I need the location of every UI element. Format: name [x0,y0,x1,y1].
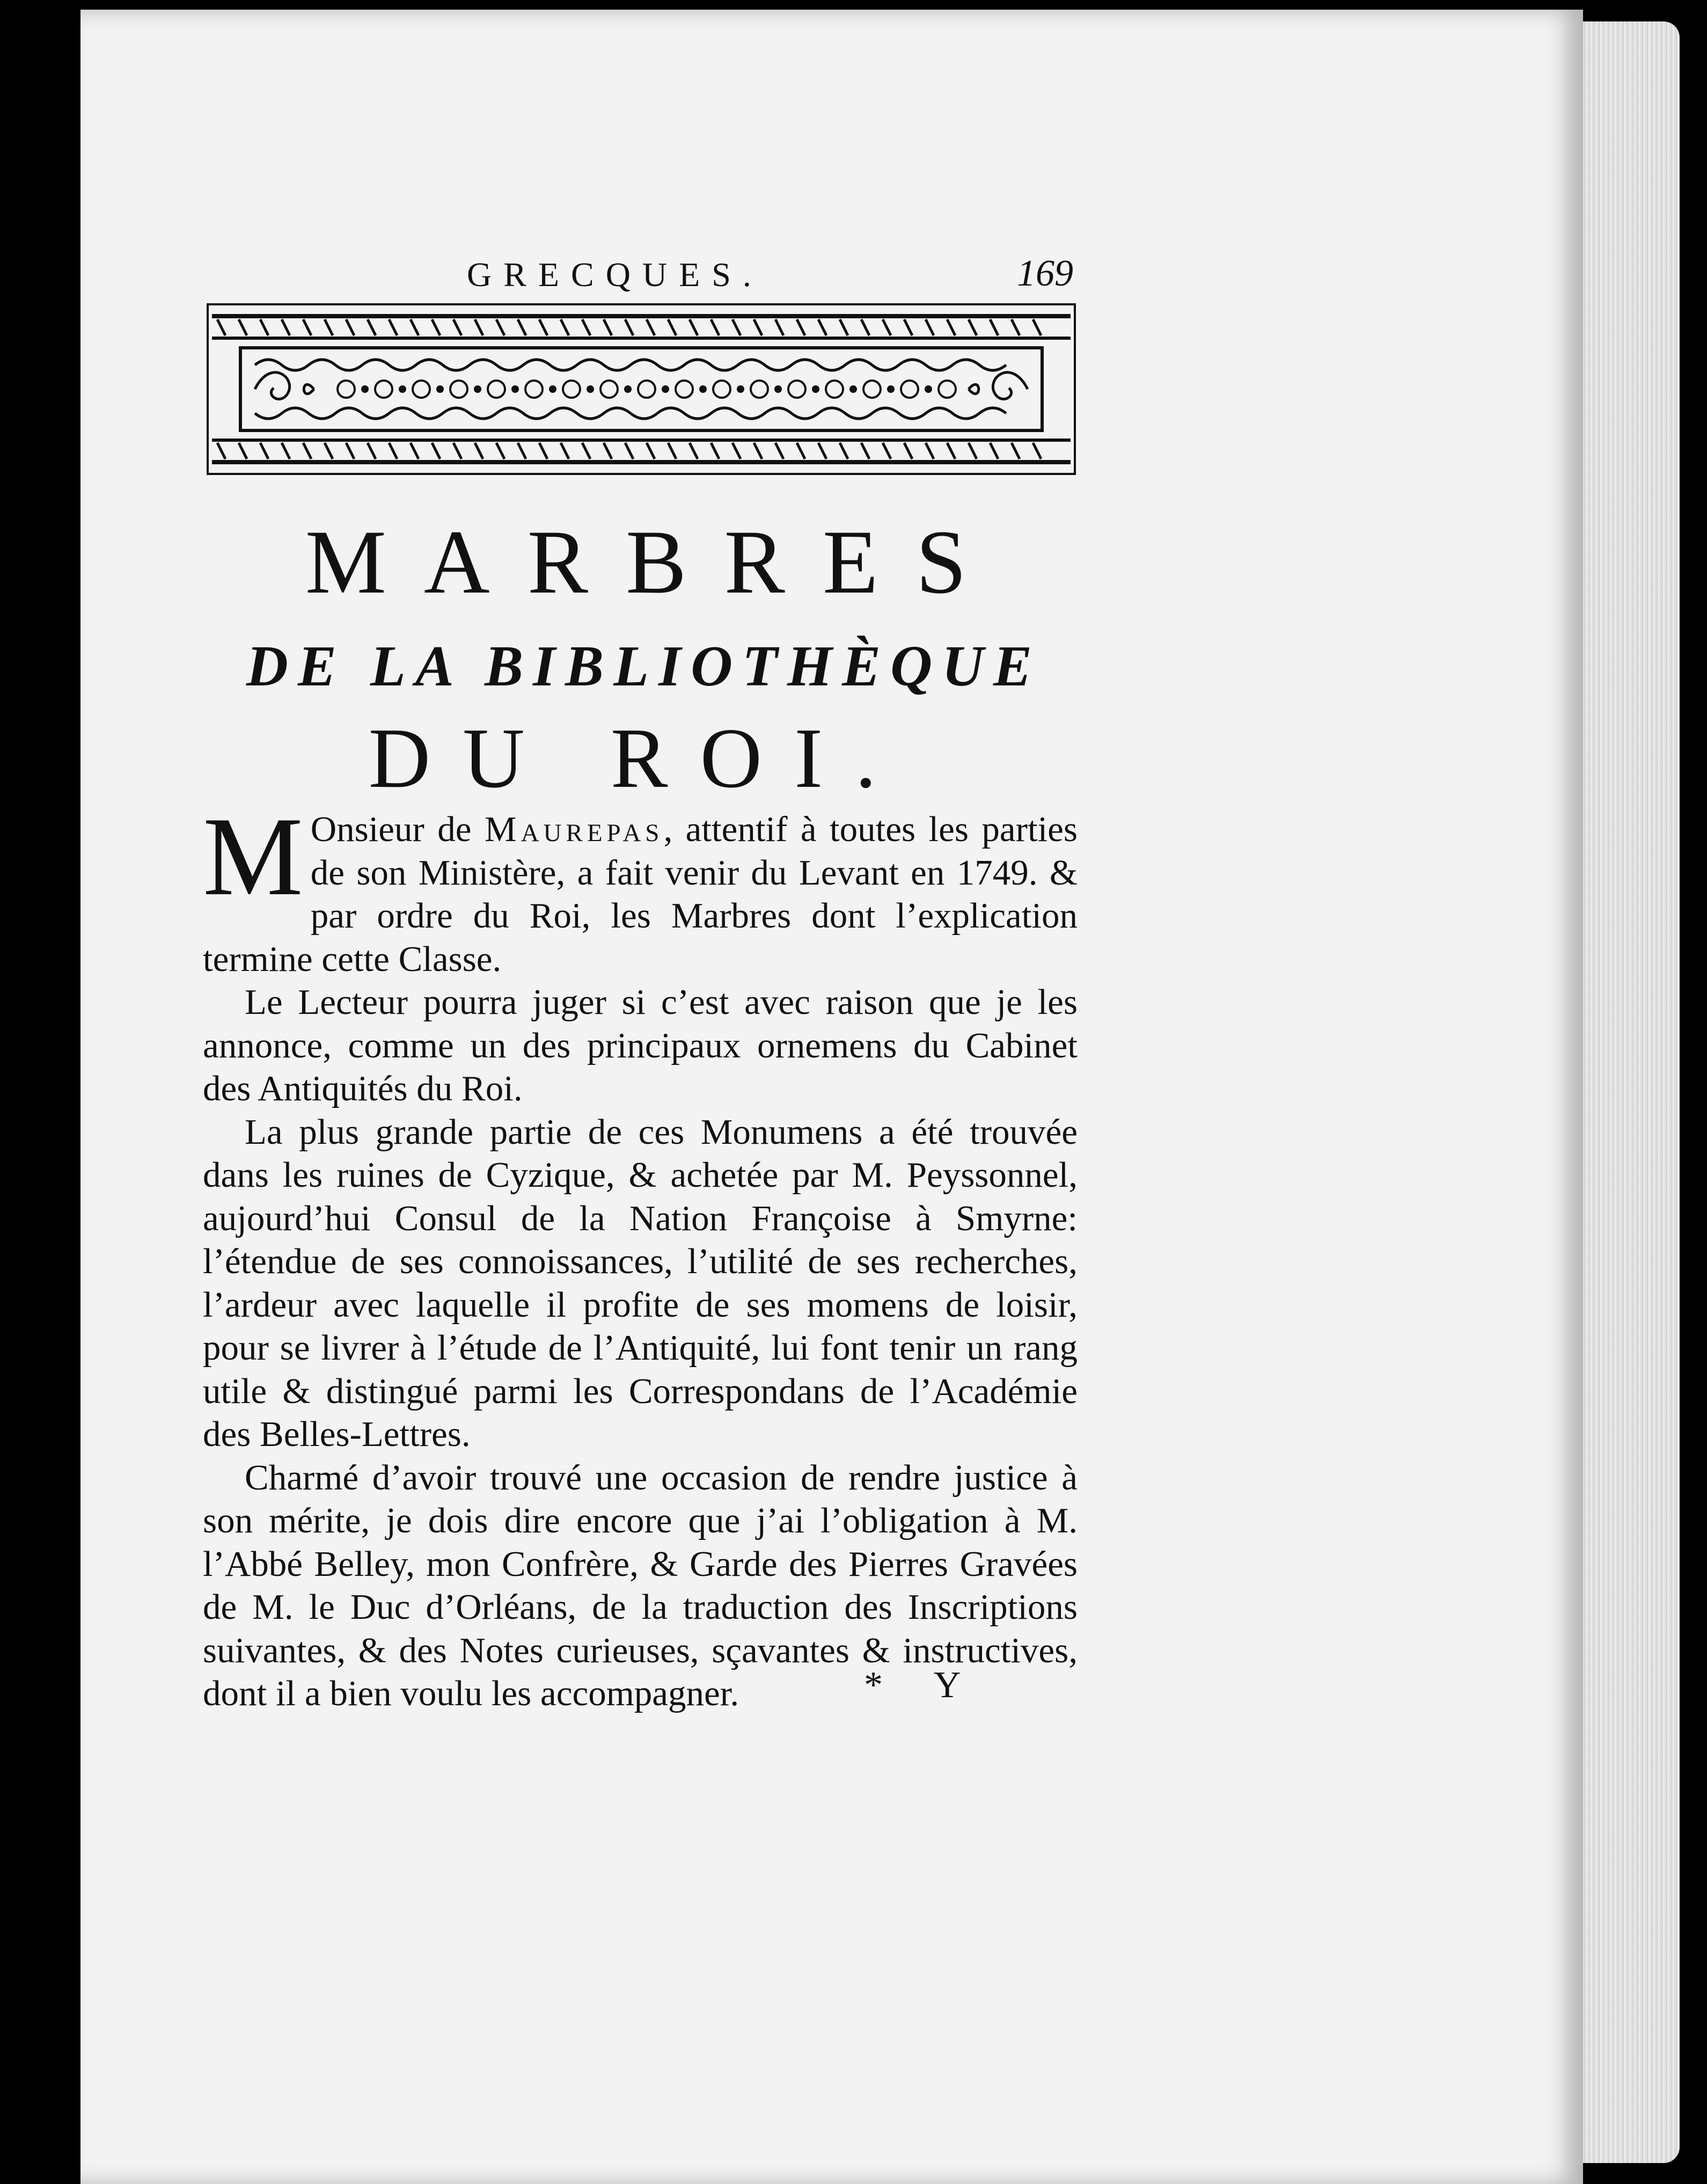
paragraph-2: Le Lecteur pourra juger si c’est avec raison que je les annonce, comme un des principaux ornemens du Cabinet des Antiquités du Roi. [203,982,1078,1108]
paragraph-1 [203,794,1078,981]
title-de-la-bibliotheque: DE LA BIBLIOTHÈQUE [246,634,1042,698]
running-head: GRECQUES. [467,255,763,294]
paragraph-4: Charmé d’avoir trouvé une occasion de rendre justice à son mérite, je dois dire encore que j’ai l’obligation à M. l’Abbé Belley, mon Confrère, & Garde des Pierres Gravées de M. le Duc d’Orléans, de la traduction des Inscriptions suivantes, & des Notes curieuses, sçavantes & instructives, dont il a bien voulu les accompagner. [203,1457,1078,1713]
drop-cap: M [203,794,303,919]
paragraph-1-start: Onsieur de [310,809,485,849]
catchword: * Y [864,1664,983,1706]
title-du-roi: DU ROI. [368,710,909,806]
headpiece-ornament [207,303,1076,475]
title-marbres: MARBRES [305,512,1005,612]
page-number: 169 [1017,253,1073,294]
paragraph-1-rest: , attentif à toutes les parties de son Ministère, a fait venir du Levant en 1749. & par ordre du Roi, les Marbres dont l’explication termine cette Classe. [203,809,1078,979]
name-maurepas: Maurepas [485,809,664,849]
paragraph-3: La plus grande partie de ces Monumens a été trouvée dans les ruines de Cyzique, & achetée par M. Peyssonnel, aujourd’hui Consul de la Nation Françoise à Smyrne: l’étendue de ses connoissances, l’utilité de ses recherches, l’ardeur avec laquelle il profite de ses momens de loisir, pour se livrer à l’étude de l’Antiquité, lui font tenir un rang utile & distingué parmi les Correspondans de l’Académie des Belles-Lettres. [203,1112,1078,1454]
body-text [203,794,1078,1715]
page-block-edge [1583,21,1680,2163]
